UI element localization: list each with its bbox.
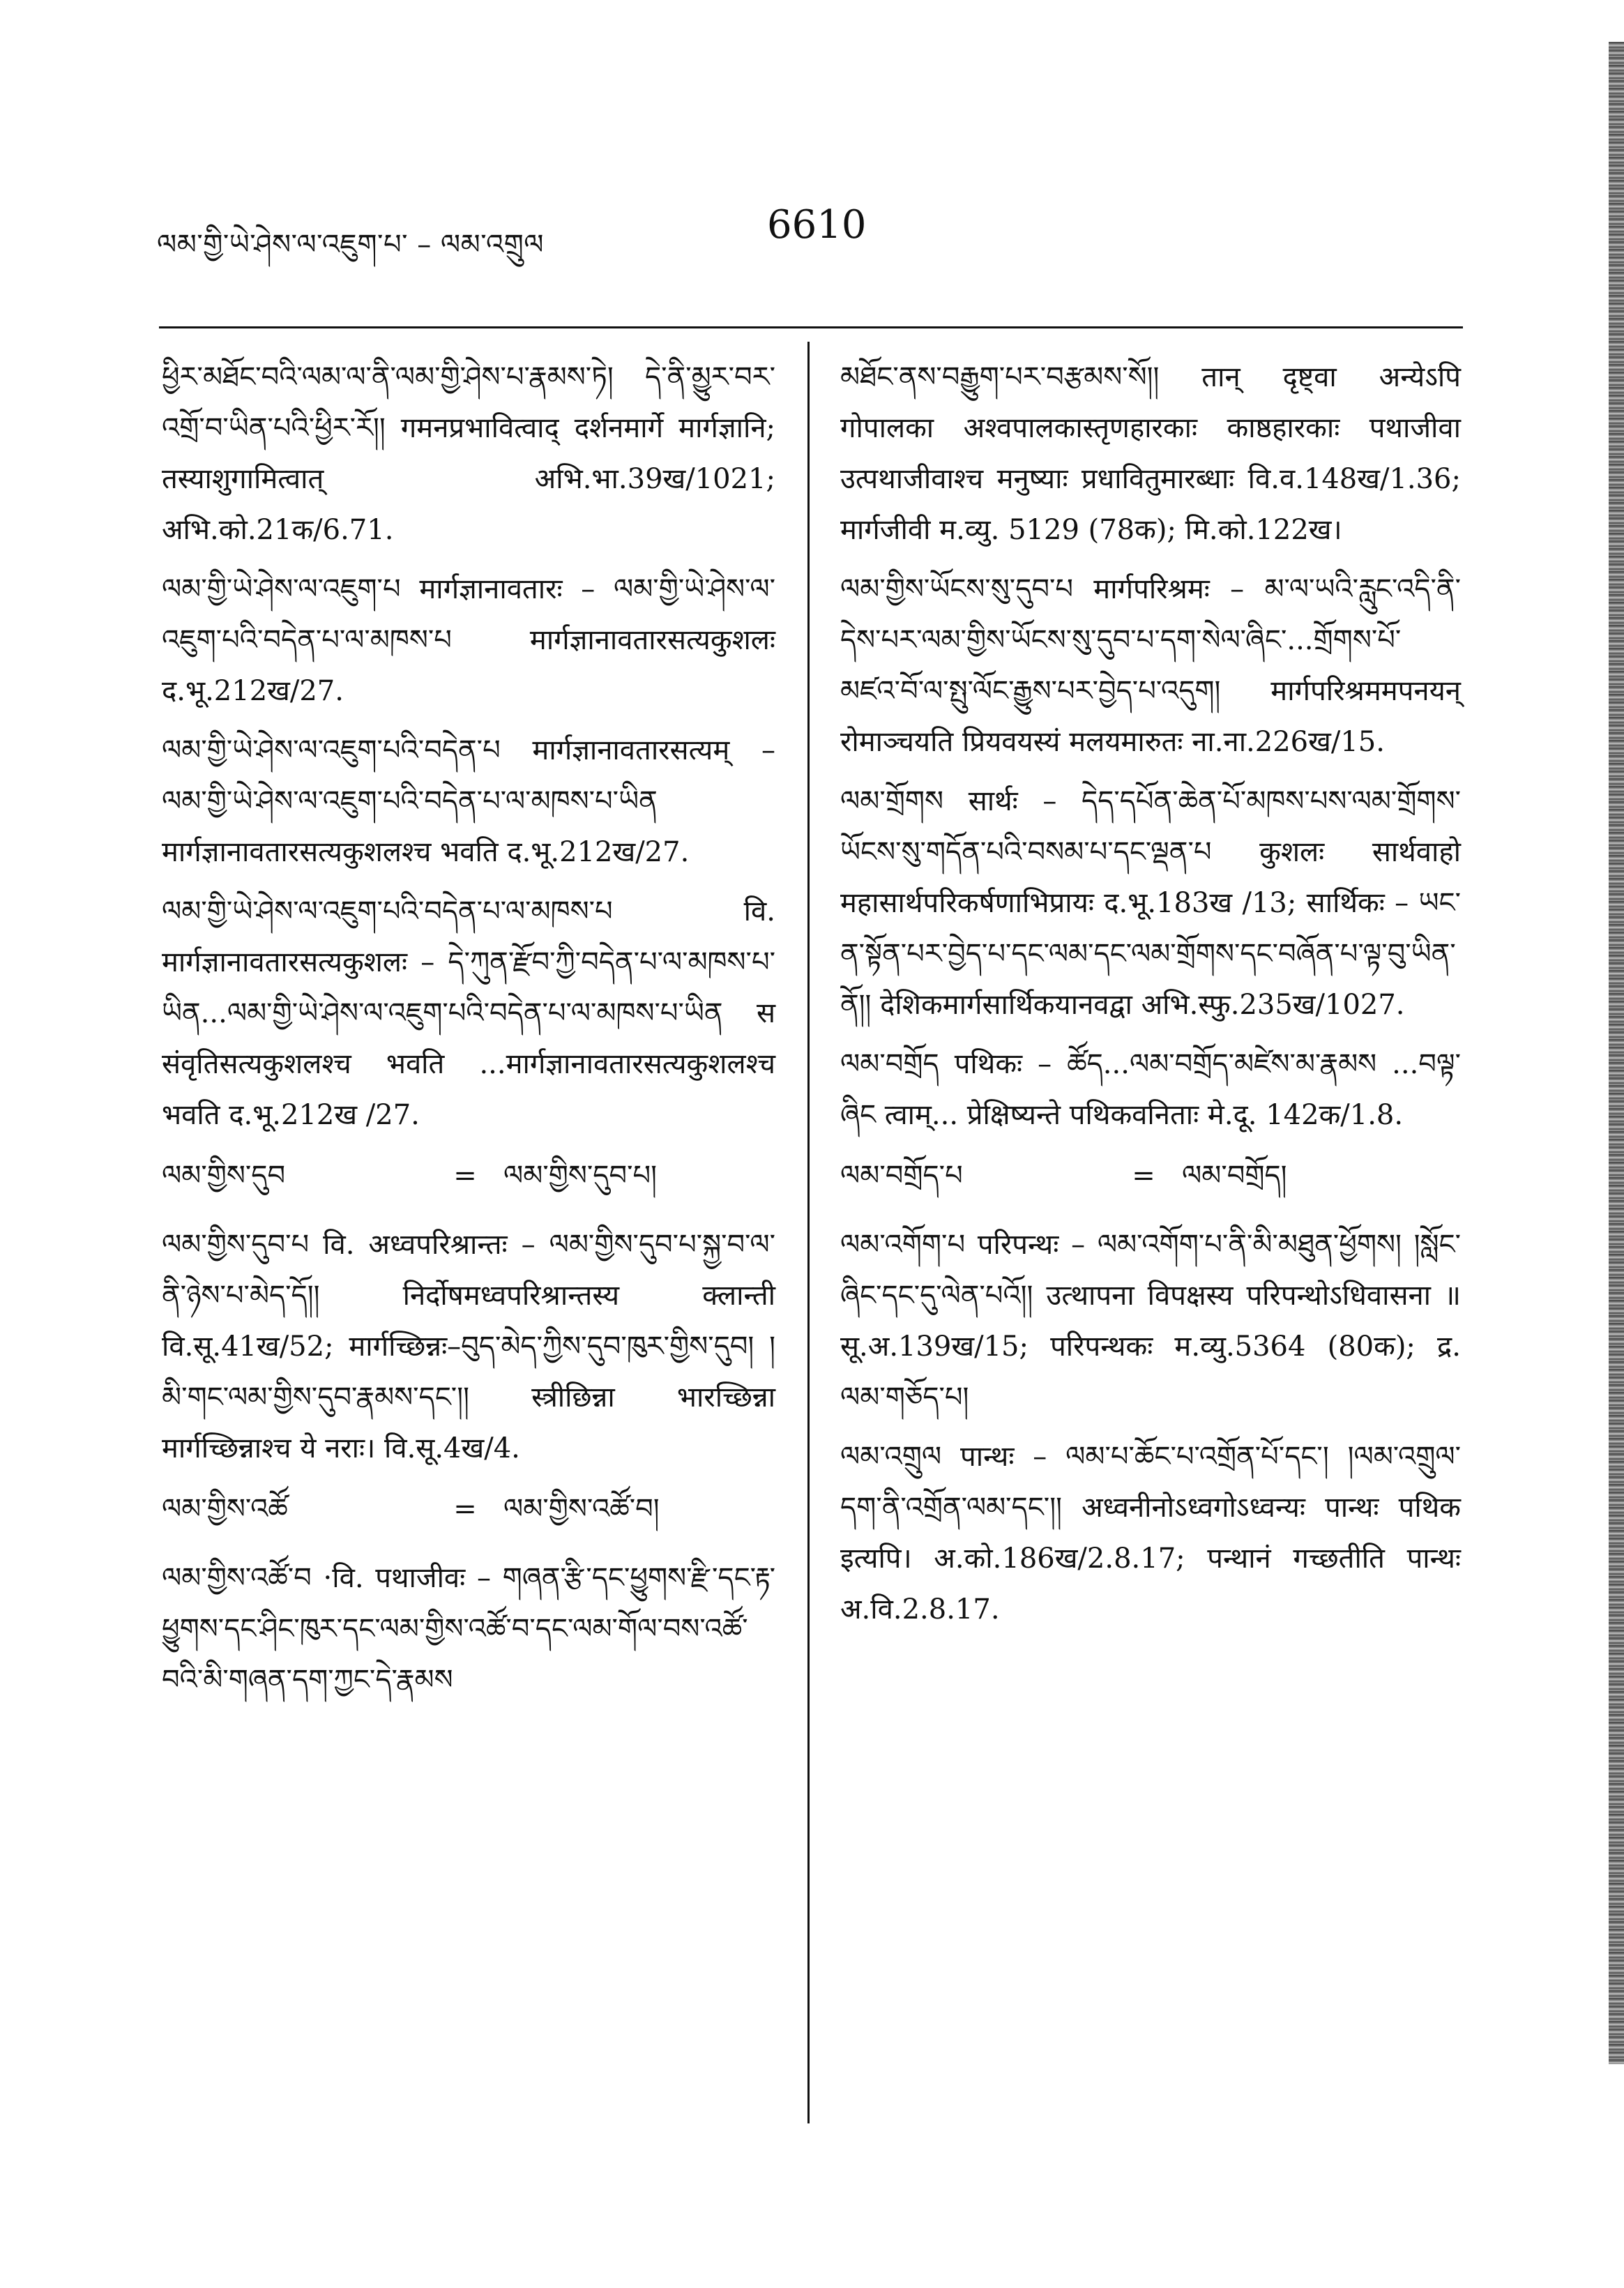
entry: ལམ་གྱིས་ཡོངས་སུ་དུབ་པ मार्गपरिश्रमः – མ་ལ་ཡའི་རླུང་འདི་ནི་དེས་པར་ལམ་གྱིས་ཡོངས་སུ་དུབ་པ་དག་སེལ་ཞིང་...གྲོགས་པོ་མཛའ་བོ་ལ་སྤུ་ལོང་རྒྱུས་པར་བྱེད་པ་འདུག། मार्गपरिश्रममपनयन् रोमाञ्चयति प्रियवयस्यं मलयमारुतः ना.ना.226ख/15.: [840, 573, 1461, 758]
column-rule: [807, 342, 810, 2123]
entry: ལམ་འགོག་པ परिपन्थः – ལམ་འགོག་པ་ནི་མི་མཐུན་ཕྱོགས། །སློང་ཞིང་དང་དུ་ལེན་པའོ།། उत्थापना विपक्षस्य परिपन्थोऽधिवासना ॥ सू.अ.139ख/15; परिपन्थकः म.व्यु.5364 (80क); द्र. ལམ་གཅོད་པ།: [840, 1229, 1461, 1414]
entry: ལམ་འགྲུལ पान्थः – ལམ་པ་ཆོང་པ་འགྲོན་པོ་དང་། །ལམ་འགྲུལ་དག་ནི་འགྲོན་ལམ་དང་།། अध्वनीनोऽध्वगोऽध्वन्यः पान्थः पथिक इत्यपि। अ.को.186ख/2.8.17; पन्थानं गच्छतीति पान्थः अ.वि.2.8.17.: [840, 1441, 1461, 1626]
page-number: 6610: [767, 202, 867, 248]
entry: ཕྱིར་མཐོང་བའི་ལམ་ལ་ནི་ལམ་གྱི་ཤེས་པ་རྣམས་ཏེ། དེ་ནི་མྱུར་བར་འགྲོ་བ་ཡིན་པའི་ཕྱིར་རོ།། गमनप्रभावित्वाद् दर्शनमार्गे मार्गज्ञानि; तस्याशुगामित्वात् अभि.भा.39ख/1021; अभि.को.21क/6.71.: [162, 361, 775, 546]
entry: ལམ་གྱི་ཡེ་ཤེས་ལ་འཇུག་པ मार्गज्ञानावतारः – ལམ་གྱི་ཡེ་ཤེས་ལ་འཇུག་པའི་བདེན་པ་ལ་མཁས་པ मार्गज्ञानावतारसत्यकुशलः द.भू.212ख/27.: [162, 573, 775, 707]
cross-reference-target: ལམ་གྱིས་དུབ་པ།: [503, 1160, 657, 1192]
cross-reference: [162, 1484, 775, 1535]
entry: ལམ་གྱི་ཡེ་ཤེས་ལ་འཇུག་པའི་བདེན་པ་ལ་མཁས་པ वि. मार्गज्ञानावतारसत्यकुशलः – དེ་ཀུན་རྫོབ་ཀྱི་བདེན་པ་ལ་མཁས་པ་ཡིན...ལམ་གྱི་ཡེ་ཤེས་ལ་འཇུག་པའི་བདེན་པ་ལ་མཁས་པ་ཡིན स संवृतिसत्यकुशलश्च भवति ...मार्गज्ञानावतारसत्यकुशलश्च भवति द.भू.212ख /27.: [162, 895, 775, 1131]
equals-sign: =: [453, 1493, 477, 1525]
equals-sign: =: [453, 1160, 477, 1192]
equals-sign: =: [1132, 1160, 1155, 1192]
cross-reference-headword: ལམ་བགྲོད་པ: [840, 1160, 963, 1192]
entry: ལམ་གྱི་ཡེ་ཤེས་ལ་འཇུག་པའི་བདེན་པ मार्गज्ञानावतारसत्यम् – ལམ་གྱི་ཡེ་ཤེས་ལ་འཇུག་པའི་བདེན་པ་ལ་མཁས་པ་ཡིན मार्गज्ञानावतारसत्यकुशलश्च भवति द.भू.212ख/27.: [162, 734, 775, 868]
cross-reference: [840, 1151, 1461, 1202]
entry: ལམ་བགྲོད पथिकः – ཚོད...ལམ་བགྲོད་མཛེས་མ་རྣམས ...བལྟ་ཞིང त्वाम्... प्रेक्षिष्यन्ते पथिकवनिताः मे.दू. 142क/1.8.: [840, 1048, 1461, 1131]
right-column: [840, 352, 1461, 1644]
cross-reference: [162, 1151, 775, 1202]
header-rule: [159, 326, 1463, 328]
cross-reference-headword: ལམ་གྱིས་འཚོ: [162, 1493, 288, 1525]
running-head: ལམ་གྱི་ཡེ་ཤེས་ལ་འཇུག་པ་ – ལམ་འགྲུལ: [157, 229, 545, 261]
cross-reference-target: ལམ་བགྲོད།: [1182, 1160, 1287, 1192]
scan-edge: [1609, 42, 1624, 2064]
cross-reference-target: ལམ་གྱིས་འཚོ་བ།: [503, 1493, 660, 1525]
cross-reference-headword: ལམ་གྱིས་དུབ: [162, 1160, 286, 1192]
entry: མཐོང་ནས་བརྒྱུག་པར་བརྩམས་སོ།། तान् दृष्ट्वा अन्येऽपि गोपालका अश्वपालकास्तृणहारकाः काष्ठहारकाः पथाजीवा उत्पथाजीवाश्च मनुष्याः प्रधावितुमारब्धाः वि.व.148ख/1.36; मार्गजीवी म.व्यु. 5129 (78क); मि.को.122ख।: [840, 361, 1461, 546]
entry: ལམ་གྲོགས सार्थः – དེད་དཔོན་ཆེན་པོ་མཁས་པས་ལམ་གྲོགས་ཡོངས་སུ་གདོན་པའི་བསམ་པ་དང་ལྡན་པ कुशलः सार्थवाहो महासार्थपरिकर्षणाभिप्रायः द.भू.183ख /13; सार्थिकः – ཡང་ན་སྟོན་པར་བྱེད་པ་དང་ལམ་དང་ལམ་གྲོགས་དང་བཞོན་པ་ལྟ་བུ་ཡིན་ནོ།། देशिकमार्गसार्थिकयानवद्वा अभि.स्फु.235ख/1027.: [840, 785, 1461, 1021]
entry: ལམ་གྱིས་འཚོ་བ ·वि. पथाजीवः – གཞན་རྩི་དང་ཕྱུགས་རྫི་དང་རྟ་ཕྱུགས་དང་ཤིང་ཁུར་དང་ལམ་གྱིས་འཚོ་བ་དང་ལམ་གོལ་བས་འཚོ་བའི་མི་གཞན་དག་ཀྱང་དེ་རྣམས: [162, 1562, 775, 1696]
entry: ལམ་གྱིས་དུབ་པ वि. अध्वपरिश्रान्तः – ལམ་གྱིས་དུབ་པ་སྐྱ་བ་ལ་ནི་ཉེས་པ་མེད་དོ།། निर्दोषमध्वपरिश्रान्तस्य क्लान्ती वि.सू.41ख/52; मार्गच्छिन्नः–བུད་མེད་ཀྱིས་དུབ་ཁུར་གྱིས་དུབ། །མི་གང་ལམ་གྱིས་དུབ་རྣམས་དང་།། स्त्रीछिन्ना भारच्छिन्ना मार्गच्छिन्नाश्च ये नराः। वि.सू.4ख/4.: [162, 1229, 775, 1464]
left-column: [162, 352, 775, 1714]
